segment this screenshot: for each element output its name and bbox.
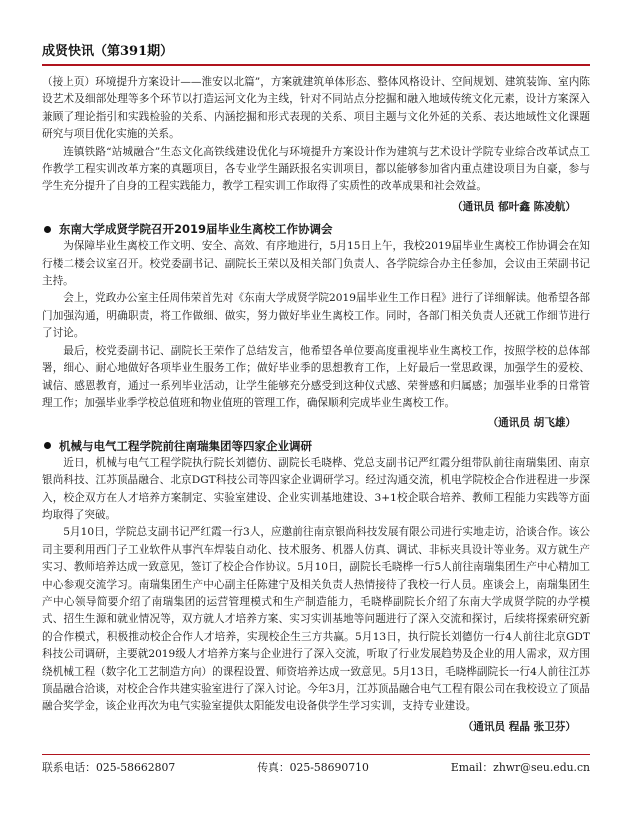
email-label: Email：: [450, 761, 494, 774]
article3-title: 机械与电气工程学院前往南瑞集团等四家企业调研: [59, 438, 312, 453]
bullet-icon: [44, 226, 51, 233]
article2-heading: [42, 220, 590, 238]
fax-label: 传真：: [257, 761, 290, 774]
phone-label: 联系电话：: [42, 761, 96, 774]
phone-number: 025-58662807: [95, 761, 176, 774]
email-address[interactable]: zhwr@seu.edu.cn: [493, 761, 590, 774]
article2-paragraph-1: 为保障毕业生离校工作文明、安全、高效、有序地进行，5月15日上午，我校2019届毕业生离校工作协调会在知行楼二楼会议室召开。校党委副书记、副院长王荣以及相关部门负责人、各学院综合办主任参加，会议由王荣副书记主持。: [42, 240, 590, 288]
article1-signature: （通讯员 郁叶鑫 陈凌航）: [452, 200, 576, 213]
bullet-icon: [44, 442, 51, 449]
footer-phone: [42, 760, 175, 778]
footer-divider: [42, 754, 590, 755]
newsletter-title: 成贤快讯（第391期）: [42, 44, 174, 59]
article2-signature: （通讯员 胡飞雄）: [487, 417, 576, 430]
footer-fax: [257, 760, 369, 778]
article2-paragraph-3: 最后，校党委副书记、副院长王荣作了总结发言，他希望各单位要高度重视毕业生离校工作，按照学校的总体部署，细心、耐心地做好各项毕业生服务工作；做好毕业季的思想教育工作，上好最后一堂思政课，加强学生的爱校、诚信、感恩教育，通过一系列毕业活动，让学生能够充分感受到这种仪式感、荣誉感和归属感；加强毕业季的日常管理工作；加强毕业季学校总值班和物业值班的管理工作，确保顺利完成毕业生离校工作。: [42, 344, 590, 409]
article2-paragraph-2: 会上，党政办公室主任周伟荣首先对《东南大学成贤学院2019届毕业生工作日程》进行了详细解读。他希望各部门加强沟通，明确职责，将工作做细、做实，努力做好毕业生离校工作。同时，各部门相关负责人还就工作细节进行了讨论。: [42, 292, 590, 340]
article1-paragraph-1: （接上页）环境提升方案设计——淮安以北篇”，方案就建筑单体形态、整体风格设计、空间规划、建筑装饰、室内陈设艺术及细部处理等多个环节以打造运河文化为主线，针对不同站点分挖掘和融入地域传统文化元素，设计方案深入兼顾了理论指引和实践检验的关系、内涵挖掘和形式表现的关系、项目主题与文化外延的关系、表达地域性文化课题研究与项目优化实施的关系。: [42, 76, 590, 141]
article3-paragraph-2: 5月10日，学院总支副书记严红霞一行3人，应邀前往南京银尚科技发展有限公司进行实地走访，洽谈合作。该公司主要利用西门子工业软件从事汽车焊装自动化、技术服务、机器人仿真、调试、非标夹具设计等业务。双方就生产实习、教师培养达成一致意见，签订了校企合作协议。5月10日，副院长毛晓桦一行5人前往南瑞集团生产中心精加工中心参观交流学习。南瑞集团生产中心副主任陈建宁及相关负责人热情接待了我校一行人员。座谈会上，南瑞集团生产中心领导简要介绍了南瑞集团的运营管理模式和生产制造能力，毛晓桦副院长介绍了东南大学成贤学院的办学模式、招生生源和就业情况等，双方就人才培养方案、实习实训基地等问题进行了深入交流和探讨，后续将探索研究新的合作模式，积极推动校企合作人才培养，实现校企生三方共赢。5月13日，执行院长刘德仿一行4人前往北京GDT科技公司调研，主要就2019级人才培养方案与企业进行了深入交流，听取了行业发展趋势及企业的用人需求，双方围绕机械工程（数字化工艺制造方向）的课程设置、师资培养达成一致意见。5月13日，毛晓桦副院长一行4人前往江苏顶晶融合洽谈，对校企合作共建实验室进行了深入讨论。今年3月，江苏顶晶融合电气工程有限公司在我校设立了顶晶融合奖学金，该企业再次为电气实验室提供太阳能发电设备供学生学习实训，支持专业建设。: [42, 526, 590, 713]
article3-signature: （通讯员 程晶 张卫芬）: [462, 720, 576, 733]
fax-number: 025-58690710: [289, 761, 369, 774]
article3-heading: [42, 437, 590, 455]
footer-email: [451, 760, 590, 778]
article2-title: 东南大学成贤学院召开2019届毕业生离校工作协调会: [59, 222, 333, 237]
article3-paragraph-1: 近日，机械与电气工程学院执行院长刘德仿、副院长毛晓桦、党总支副书记严红霞分组带队前往南瑞集团、南京银尚科技、江苏顶晶融合、北京DGT科技公司等四家企业调研学习。经过沟通交流，机电学院校企合作进程进一步深入，校企双方在人才培养方案制定、实验室建设、企业实训基地建设、3+1校企联合培养、教师工程能力实践等方面均取得了突破。: [42, 456, 590, 521]
header-divider: [42, 64, 590, 66]
article1-paragraph-2: 连镇铁路“站城融合”生态文化高铁线建设优化与环境提升方案设计作为建筑与艺术设计学院专业综合改革试点工作教学工程实训改革方案的真题项目，各专业学生踊跃报名实训项目，都以能够参加省内重点建设项目为自豪，参与学生充分提升了自身的工程实践能力，教学工程实训工作取得了实质性的改革成果和社会效益。: [42, 145, 590, 193]
footer: [42, 760, 590, 778]
main-content: [42, 74, 590, 740]
